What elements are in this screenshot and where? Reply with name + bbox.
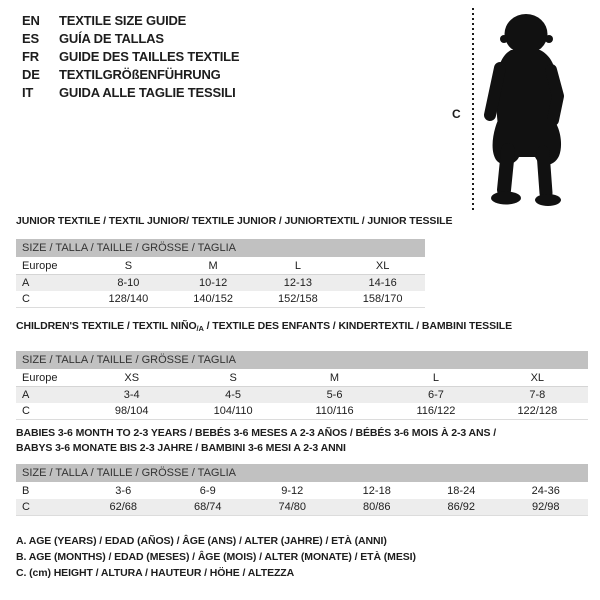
legend-line-c: C. (cm) HEIGHT / ALTURA / HAUTEUR / HÖHE / ALTEZZA [16, 567, 295, 579]
size-header-label: SIZE / TALLA / TAILLE / GRÖSSE / TAGLIA [22, 467, 236, 479]
months-value: 24-36 [531, 485, 560, 497]
row-label: A [22, 277, 30, 289]
age-value: 7-8 [529, 389, 546, 401]
row-label: Europe [22, 260, 58, 272]
row-label: C [22, 405, 30, 417]
size-header-bar [16, 239, 425, 257]
language-label: GUIDE DES TAILLES TEXTILE [59, 48, 240, 64]
babies-section-title [16, 426, 496, 456]
table-row-months [16, 483, 588, 499]
height-value: 104/110 [213, 405, 253, 417]
age-value: 5-6 [326, 389, 343, 401]
language-label: TEXTILE SIZE GUIDE [59, 12, 187, 28]
months-value: 12-18 [362, 485, 391, 497]
age-value: 10-12 [199, 277, 228, 289]
size-header-bar [16, 351, 588, 369]
size-value: L [294, 260, 301, 272]
babies-title-line1: BABIES 3-6 MONTH TO 2-3 YEARS / BEBÉS 3-6 MESES A 2-3 AÑOS / BÉBÉS 3-6 MOIS À 2-3 ANS / [16, 427, 497, 439]
table-row-age [16, 387, 588, 403]
table-row-sizes [16, 258, 425, 275]
height-value: 74/80 [278, 501, 307, 513]
language-code: IT [22, 84, 34, 100]
language-code: FR [22, 48, 39, 64]
age-value: 6-7 [427, 389, 444, 401]
row-label: C [22, 293, 30, 305]
size-value: S [124, 260, 133, 272]
months-value: 3-6 [115, 485, 132, 497]
row-label: A [22, 389, 30, 401]
size-value: M [208, 260, 218, 272]
babies-title-line2: BABYS 3-6 MONATE BIS 2-3 JAHRE / BAMBINI 3-6 MESI A 2-3 ANNI [16, 442, 346, 454]
language-label: TEXTILGRÖßENFÜHRUNG [59, 66, 221, 82]
size-value: S [229, 372, 237, 384]
row-label: B [22, 485, 30, 497]
age-value: 4-5 [225, 389, 242, 401]
junior-size-table [16, 239, 425, 308]
children-section-title [16, 320, 512, 333]
height-value: 62/68 [109, 501, 138, 513]
size-header-label: SIZE / TALLA / TAILLE / GRÖSSE / TAGLIA [22, 354, 236, 366]
height-value: 158/170 [362, 293, 403, 305]
height-value: 116/122 [416, 405, 456, 417]
height-dotted-line [472, 8, 474, 211]
table-row-sizes [16, 370, 588, 387]
row-label: C [22, 501, 30, 513]
size-value: M [329, 372, 340, 384]
age-value: 8-10 [117, 277, 140, 289]
language-code: EN [22, 12, 40, 28]
children-title-post: / TEXTILE DES ENFANTS / KINDERTEXTIL / BAMBINI TESSILE [203, 320, 513, 332]
height-value: 128/140 [108, 293, 149, 305]
age-value: 14-16 [368, 277, 397, 289]
children-title-pre: CHILDREN'S TEXTILE / TEXTIL NIÑO [16, 320, 197, 332]
age-value: 3-4 [123, 389, 140, 401]
language-row [22, 65, 239, 83]
height-value: 152/158 [277, 293, 318, 305]
row-label: Europe [22, 372, 58, 384]
table-row-height [16, 291, 425, 308]
height-value: 68/74 [193, 501, 222, 513]
months-value: 9-12 [281, 485, 304, 497]
height-value: 86/92 [447, 501, 476, 513]
footnote-legend [16, 533, 416, 581]
size-header-bar [16, 464, 588, 482]
height-value: 92/98 [531, 501, 560, 513]
legend-line-b: B. AGE (MONTHS) / EDAD (MESES) / ÂGE (MOIS) / ALTER (MONATE) / ETÀ (MESI) [16, 551, 416, 563]
months-value: 18-24 [447, 485, 476, 497]
language-row [22, 29, 239, 47]
size-header-label: SIZE / TALLA / TAILLE / GRÖSSE / TAGLIA [22, 242, 236, 254]
language-title-list [22, 11, 239, 101]
junior-section-title: JUNIOR TEXTILE / TEXTIL JUNIOR/ TEXTILE JUNIOR / JUNIORTEXTIL / JUNIOR TESSILE [16, 215, 453, 227]
language-code: ES [22, 30, 39, 46]
children-title-subscript: /A [196, 324, 204, 333]
language-row [22, 83, 239, 101]
size-value: XL [375, 260, 390, 272]
size-value: XS [124, 372, 140, 384]
babies-size-table [16, 464, 588, 516]
table-row-height [16, 403, 588, 420]
language-label: GUÍA DE TALLAS [59, 30, 164, 46]
months-value: 6-9 [199, 485, 216, 497]
language-row [22, 47, 239, 65]
language-label: GUIDA ALLE TAGLIE TESSILI [59, 84, 236, 100]
language-row [22, 11, 239, 29]
height-value: 122/128 [517, 405, 558, 417]
table-row-age [16, 275, 425, 291]
height-value: 98/104 [114, 405, 149, 417]
height-value: 80/86 [362, 501, 391, 513]
table-row-height [16, 499, 588, 516]
age-value: 12-13 [283, 277, 312, 289]
height-value: 110/116 [315, 405, 354, 417]
size-value: L [432, 372, 439, 384]
children-size-table [16, 351, 588, 420]
height-label-c: C [452, 107, 461, 121]
baby-silhouette-icon [483, 10, 568, 207]
language-code: DE [22, 66, 40, 82]
legend-line-a: A. AGE (YEARS) / EDAD (AÑOS) / ÂGE (ANS) / ALTER (JAHRE) / ETÀ (ANNI) [16, 535, 387, 547]
height-value: 140/152 [193, 293, 233, 305]
size-value: XL [530, 372, 545, 384]
